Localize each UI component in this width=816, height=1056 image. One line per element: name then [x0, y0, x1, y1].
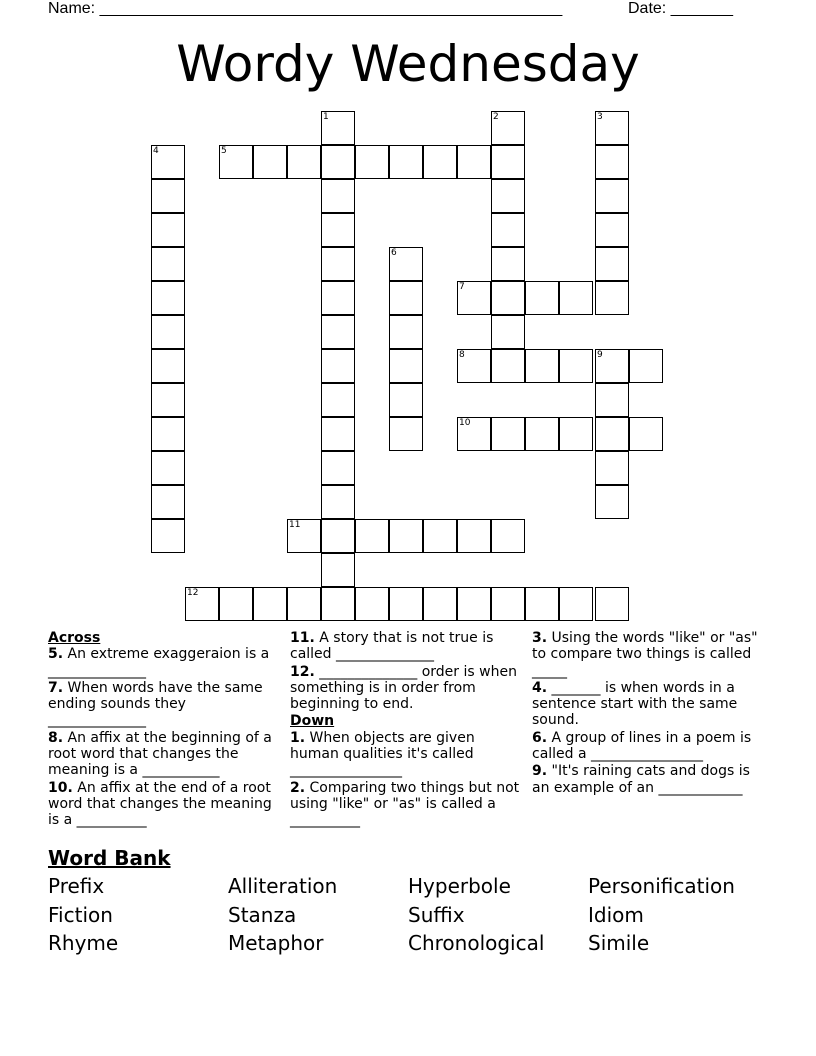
clue-down-6: 6. A group of lines in a poem is called a ________________ — [532, 729, 752, 763]
crossword-cell[interactable] — [219, 587, 253, 621]
name-line[interactable]: Name: ____________________________________________________ — [48, 0, 563, 17]
crossword-cell[interactable] — [287, 519, 321, 553]
crossword-cell[interactable] — [389, 145, 423, 179]
clue-across-12: 12. ______________ order is when something is in order from beginning to end. — [290, 663, 517, 713]
clue-number: 4 — [153, 146, 159, 156]
crossword-cell[interactable] — [525, 281, 559, 315]
clue-number: 8 — [459, 350, 465, 360]
crossword-cell[interactable] — [491, 281, 525, 315]
clue-number: 1 — [323, 112, 329, 122]
clue-across-10: 10. An affix at the end of a root word that changes the meaning is a __________ — [48, 779, 272, 829]
crossword-cell[interactable] — [491, 213, 525, 247]
crossword-cell[interactable] — [423, 519, 457, 553]
crossword-cell[interactable] — [595, 179, 629, 213]
crossword-cell[interactable] — [559, 281, 593, 315]
word-bank-item: Metaphor — [228, 931, 324, 955]
crossword-cell[interactable] — [457, 587, 491, 621]
crossword-cell[interactable] — [151, 485, 185, 519]
crossword-cell[interactable] — [253, 145, 287, 179]
crossword-cell[interactable] — [321, 213, 355, 247]
clue-number: 6 — [391, 248, 397, 258]
word-bank-item: Idiom — [588, 903, 644, 927]
crossword-cell[interactable] — [151, 281, 185, 315]
clue-number: 5 — [221, 146, 227, 156]
crossword-cell[interactable] — [355, 519, 389, 553]
crossword-cell[interactable] — [525, 417, 559, 451]
crossword-cell[interactable] — [321, 315, 355, 349]
crossword-cell[interactable] — [151, 315, 185, 349]
clue-number: 9 — [597, 350, 603, 360]
clue-down-4: 4. _______ is when words in a sentence start with the same sound. — [532, 679, 738, 729]
crossword-cell[interactable] — [491, 417, 525, 451]
crossword-cell[interactable] — [151, 145, 185, 179]
down-heading: Down — [290, 713, 335, 730]
clue-across-5: 5. An extreme exaggeraion is a ______________ — [48, 646, 270, 679]
crossword-cell[interactable] — [321, 485, 355, 519]
crossword-cell[interactable] — [595, 485, 629, 519]
crossword-cell[interactable] — [491, 587, 525, 621]
crossword-cell[interactable] — [321, 417, 355, 451]
crossword-cell[interactable] — [457, 519, 491, 553]
crossword-cell[interactable] — [355, 587, 389, 621]
clue-down-3: 3. Using the words "like" or "as" to compare two things is called _____ — [532, 630, 758, 679]
crossword-cell[interactable] — [321, 349, 355, 383]
crossword-cell[interactable] — [389, 349, 423, 383]
crossword-cell[interactable] — [185, 587, 219, 621]
clue-number: 12 — [187, 588, 199, 598]
crossword-cell[interactable] — [559, 417, 593, 451]
crossword-cell[interactable] — [321, 281, 355, 315]
crossword-cell[interactable] — [151, 519, 185, 553]
word-bank-item: Alliteration — [228, 874, 338, 898]
crossword-cell[interactable] — [321, 587, 355, 621]
crossword-cell[interactable] — [457, 349, 491, 383]
crossword-cell[interactable] — [151, 417, 185, 451]
crossword-cell[interactable] — [491, 111, 525, 145]
crossword-cell[interactable] — [595, 145, 629, 179]
clue-down-2: 2. Comparing two things but not using "like" or "as" is called a __________ — [290, 779, 520, 829]
crossword-cell[interactable] — [151, 179, 185, 213]
crossword-cell[interactable] — [595, 349, 629, 383]
word-bank-item: Stanza — [228, 903, 297, 927]
crossword-cell[interactable] — [595, 281, 629, 315]
crossword-cell[interactable] — [595, 417, 629, 451]
word-bank-item: Fiction — [48, 903, 113, 927]
crossword-cell[interactable] — [321, 383, 355, 417]
crossword-cell[interactable] — [321, 179, 355, 213]
crossword-cell[interactable] — [629, 349, 663, 383]
crossword-cell[interactable] — [595, 111, 629, 145]
date-line[interactable]: Date: _______ — [628, 0, 733, 17]
crossword-cell[interactable] — [559, 587, 593, 621]
crossword-cell[interactable] — [389, 315, 423, 349]
crossword-cell[interactable] — [595, 451, 629, 485]
crossword-cell[interactable] — [389, 417, 423, 451]
crossword-cell[interactable] — [491, 179, 525, 213]
clue-across-11: 11. A story that is not true is called ______________ — [290, 630, 494, 663]
crossword-cell[interactable] — [389, 281, 423, 315]
crossword-cell[interactable] — [389, 587, 423, 621]
crossword-cell[interactable] — [389, 247, 423, 281]
clues-column-2 — [290, 630, 526, 830]
clues-column-3 — [532, 630, 768, 797]
clue-number: 10 — [459, 418, 471, 428]
crossword-cell[interactable] — [559, 349, 593, 383]
crossword-cell[interactable] — [287, 145, 321, 179]
crossword-cell[interactable] — [151, 247, 185, 281]
crossword-cell[interactable] — [491, 519, 525, 553]
across-heading: Across — [48, 630, 101, 646]
crossword-cell[interactable] — [595, 587, 629, 621]
crossword-cell[interactable] — [321, 145, 355, 179]
clues-column-1 — [48, 630, 284, 830]
crossword-cell[interactable] — [423, 145, 457, 179]
crossword-cell[interactable] — [321, 451, 355, 485]
crossword-cell[interactable] — [287, 587, 321, 621]
clue-down-9: 9. "It's raining cats and dogs is an example of an ____________ — [532, 763, 750, 796]
clue-number: 2 — [493, 112, 499, 122]
crossword-cell[interactable] — [321, 553, 355, 587]
crossword-cell[interactable] — [491, 315, 525, 349]
crossword-cell[interactable] — [355, 145, 389, 179]
crossword-cell[interactable] — [151, 383, 185, 417]
word-bank-item: Hyperbole — [408, 874, 511, 898]
crossword-cell[interactable] — [219, 145, 253, 179]
word-bank-item: Suffix — [408, 903, 465, 927]
crossword-cell[interactable] — [151, 213, 185, 247]
word-bank-title: Word Bank — [48, 846, 171, 870]
crossword-cell[interactable] — [629, 417, 663, 451]
crossword-cell[interactable] — [457, 281, 491, 315]
crossword-cell[interactable] — [491, 247, 525, 281]
clue-number: 11 — [289, 520, 301, 530]
clue-down-1: 1. When objects are given human qualities it's called ________________ — [290, 729, 475, 779]
crossword-cell[interactable] — [253, 587, 287, 621]
crossword-cell[interactable] — [321, 519, 355, 553]
crossword-cell[interactable] — [457, 145, 491, 179]
crossword-cell[interactable] — [457, 417, 491, 451]
crossword-cell[interactable] — [151, 451, 185, 485]
crossword-cell[interactable] — [151, 349, 185, 383]
word-bank-item: Personification — [588, 874, 735, 898]
crossword-cell[interactable] — [321, 247, 355, 281]
crossword-cell[interactable] — [389, 383, 423, 417]
crossword-cell[interactable] — [491, 349, 525, 383]
clue-across-7: 7. When words have the same ending sounds they ______________ — [48, 679, 263, 729]
word-bank-item: Chronological — [408, 931, 545, 955]
crossword-cell[interactable] — [491, 145, 525, 179]
crossword-cell[interactable] — [423, 587, 457, 621]
crossword-cell[interactable] — [595, 247, 629, 281]
word-bank-item: Rhyme — [48, 931, 119, 955]
word-bank-item: Prefix — [48, 874, 105, 898]
crossword-cell[interactable] — [595, 383, 629, 417]
crossword-cell[interactable] — [525, 587, 559, 621]
page-title: Wordy Wednesday — [176, 35, 640, 93]
crossword-cell[interactable] — [321, 111, 355, 145]
word-bank-item: Simile — [588, 931, 650, 955]
clue-across-8: 8. An affix at the beginning of a root word that changes the meaning is a ___________ — [48, 729, 272, 779]
clue-number: 3 — [597, 112, 603, 122]
crossword-cell[interactable] — [525, 349, 559, 383]
crossword-cell[interactable] — [595, 213, 629, 247]
crossword-cell[interactable] — [389, 519, 423, 553]
clue-number: 7 — [459, 282, 465, 292]
